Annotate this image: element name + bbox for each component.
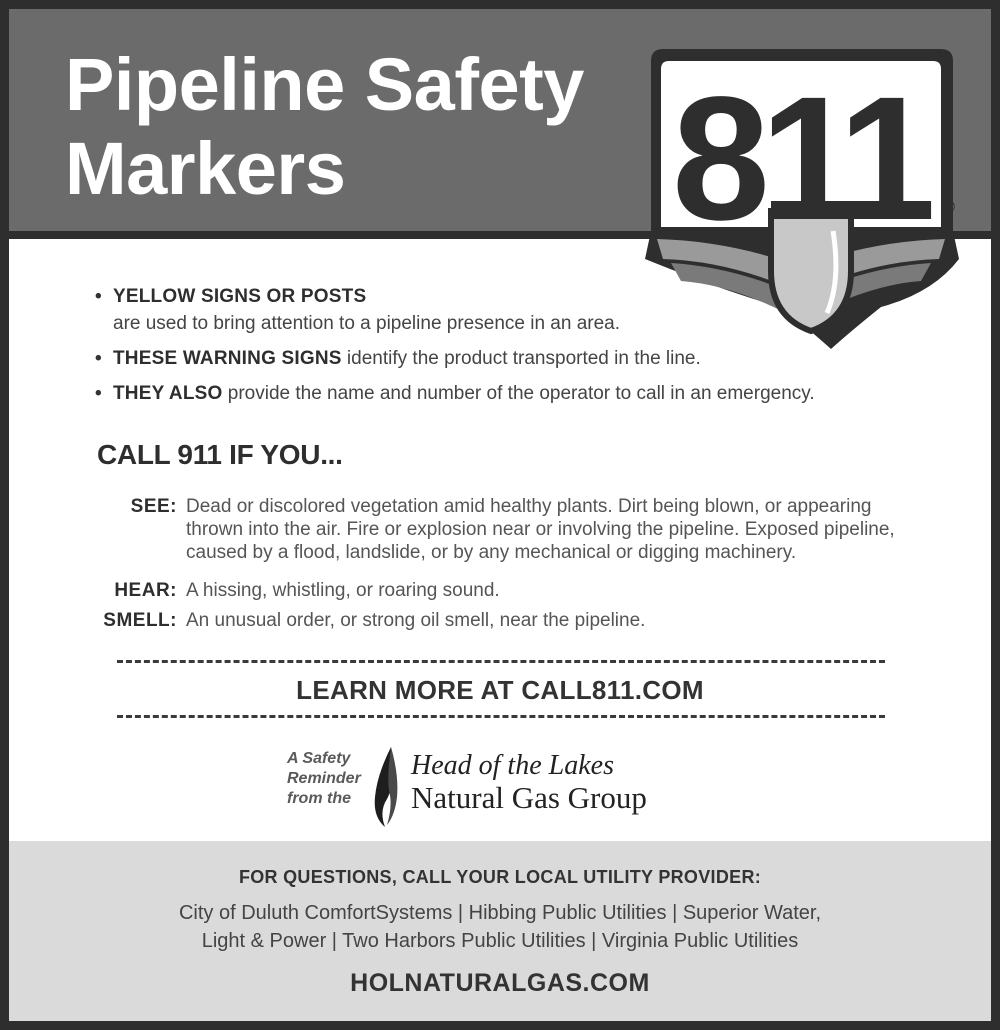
see-label: SEE:: [130, 496, 177, 517]
page-title: [65, 43, 584, 211]
flame-icon: [369, 745, 405, 829]
learn-more-link[interactable]: LEARN MORE AT CALL811.COM: [296, 675, 704, 705]
bullet-dot: •: [95, 348, 102, 369]
smell-text: An unusual order, or strong oil smell, near the pipeline.: [186, 610, 646, 631]
providers-line-2: Light & Power | Two Harbors Public Utilities | Virginia Public Utilities: [201, 930, 799, 952]
bullet-dot: •: [95, 383, 102, 404]
call-911-heading: CALL 911 IF YOU...: [97, 439, 343, 470]
footer-band: [9, 841, 991, 1021]
reminder-line-1: A Safety: [287, 750, 351, 767]
safety-reminder: [287, 749, 361, 809]
bullet-yellow-signs: [95, 283, 895, 337]
org-line-1: Head of the Lakes: [411, 750, 614, 781]
bullet-warning-signs: [95, 345, 895, 372]
see-row: [89, 495, 929, 565]
registered-mark: ®: [941, 197, 955, 217]
reminder-line-2: Reminder: [287, 770, 361, 787]
dashed-divider-top: [117, 660, 885, 663]
dashed-divider-bottom: [117, 715, 885, 718]
see-text: Dead or discolored vegetation amid healthy plants. Dirt being blown, or appearing thrown into the air. Fire or explosion near or involving the pipeline. Exposed pipeline, caused by a flood, landslide, or by any mechanical or digging machinery.: [186, 496, 895, 563]
reminder-line-3: from the: [287, 790, 351, 807]
website-link[interactable]: HOLNATURALGAS.COM: [350, 969, 650, 997]
bullet-2-bold: THESE WARNING SIGNS: [113, 348, 342, 369]
sponsor-org-name: [411, 751, 647, 815]
bullet-1-text: are used to bring attention to a pipeline presence in an area.: [113, 313, 621, 334]
bullet-3-text: provide the name and number of the operator to call in an emergency.: [222, 383, 815, 404]
smell-label: SMELL:: [103, 610, 177, 631]
title-line-2: Markers: [65, 127, 346, 210]
marker-facts: [95, 283, 895, 415]
hear-row: [89, 579, 929, 605]
org-line-2: Natural Gas Group: [411, 780, 647, 815]
logo-number: 811: [672, 61, 926, 257]
bullet-dot: •: [95, 286, 102, 307]
hear-label: HEAR:: [114, 580, 177, 601]
bullet-2-text: identify the product transported in the line.: [341, 348, 701, 369]
bullet-operator-info: [95, 380, 895, 407]
questions-heading: FOR QUESTIONS, CALL YOUR LOCAL UTILITY PROVIDER:: [238, 867, 762, 887]
providers-line-1: City of Duluth ComfortSystems | Hibbing Public Utilities | Superior Water,: [178, 902, 822, 924]
title-line-1: Pipeline Safety: [65, 43, 584, 126]
smell-row: [89, 609, 929, 635]
bullet-1-bold: YELLOW SIGNS OR POSTS: [113, 286, 367, 307]
ad-panel: [9, 9, 991, 1021]
utility-providers: [109, 899, 891, 955]
hear-text: A hissing, whistling, or roaring sound.: [186, 580, 500, 601]
bullet-3-bold: THEY ALSO: [113, 383, 223, 404]
